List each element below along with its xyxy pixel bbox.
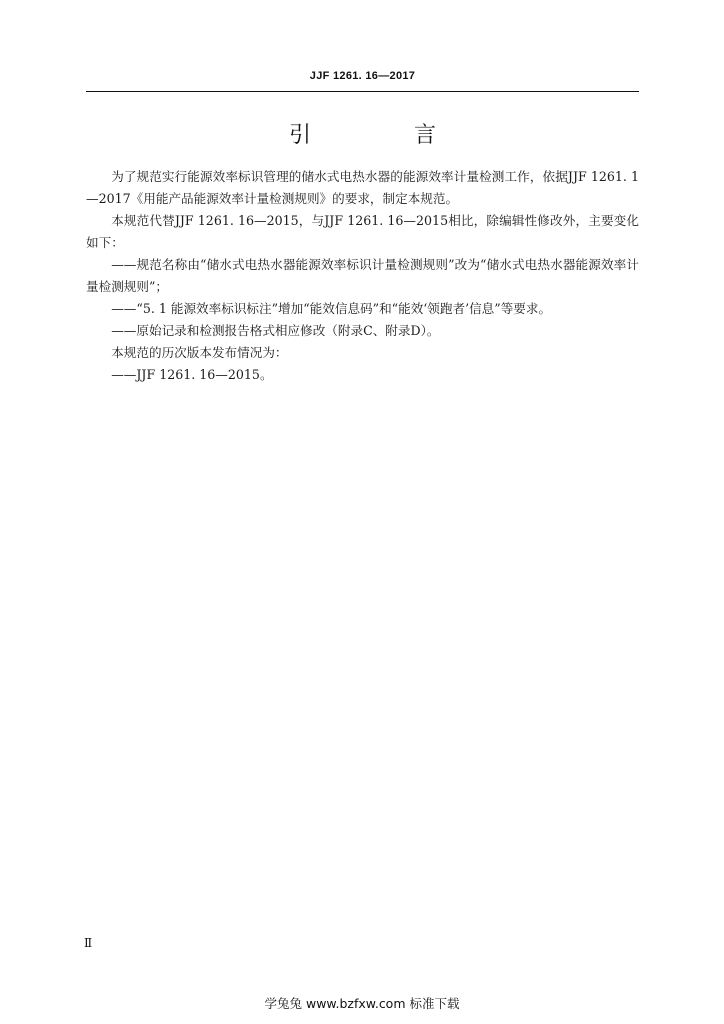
paragraph-replaces: 本规范代替JJF 1261. 16—2015，与JJF 1261. 16—2015相比，除编辑性修改外，主要变化如下： — [86, 213, 639, 250]
page-number: Ⅱ — [84, 936, 93, 950]
foreword-body — [86, 166, 639, 386]
paragraph-history: 本规范的历次版本发布情况为： — [111, 345, 288, 360]
history-item: ——JJF 1261. 16—2015。 — [111, 367, 273, 382]
change-item-name: ——规范名称由“储水式电热水器能源效率标识计量检测规则”改为“储水式电热水器能源效率计量检测规则”； — [86, 257, 639, 294]
change-item-label: ——“5. 1 能源效率标识标注”增加“能效信息码”和“能效‘领跑者’信息”等要求。 — [111, 301, 552, 316]
footer-watermark: 学兔兔 www.bzfxw.com 标准下载 — [264, 996, 460, 1011]
page-title: 引 言 — [289, 123, 484, 148]
document-code-header: JJF 1261. 16—2017 — [309, 70, 416, 82]
change-item-records: ——原始记录和检测报告格式相应修改（附录C、附录D）。 — [111, 323, 440, 338]
paragraph-basis: 为了规范实行能源效率标识管理的储水式电热水器的能源效率计量检测工作，依据JJF 1261. 1—2017《用能产品能源效率计量检测规则》的要求，制定本规范。 — [86, 169, 639, 206]
header-rule — [86, 91, 639, 92]
